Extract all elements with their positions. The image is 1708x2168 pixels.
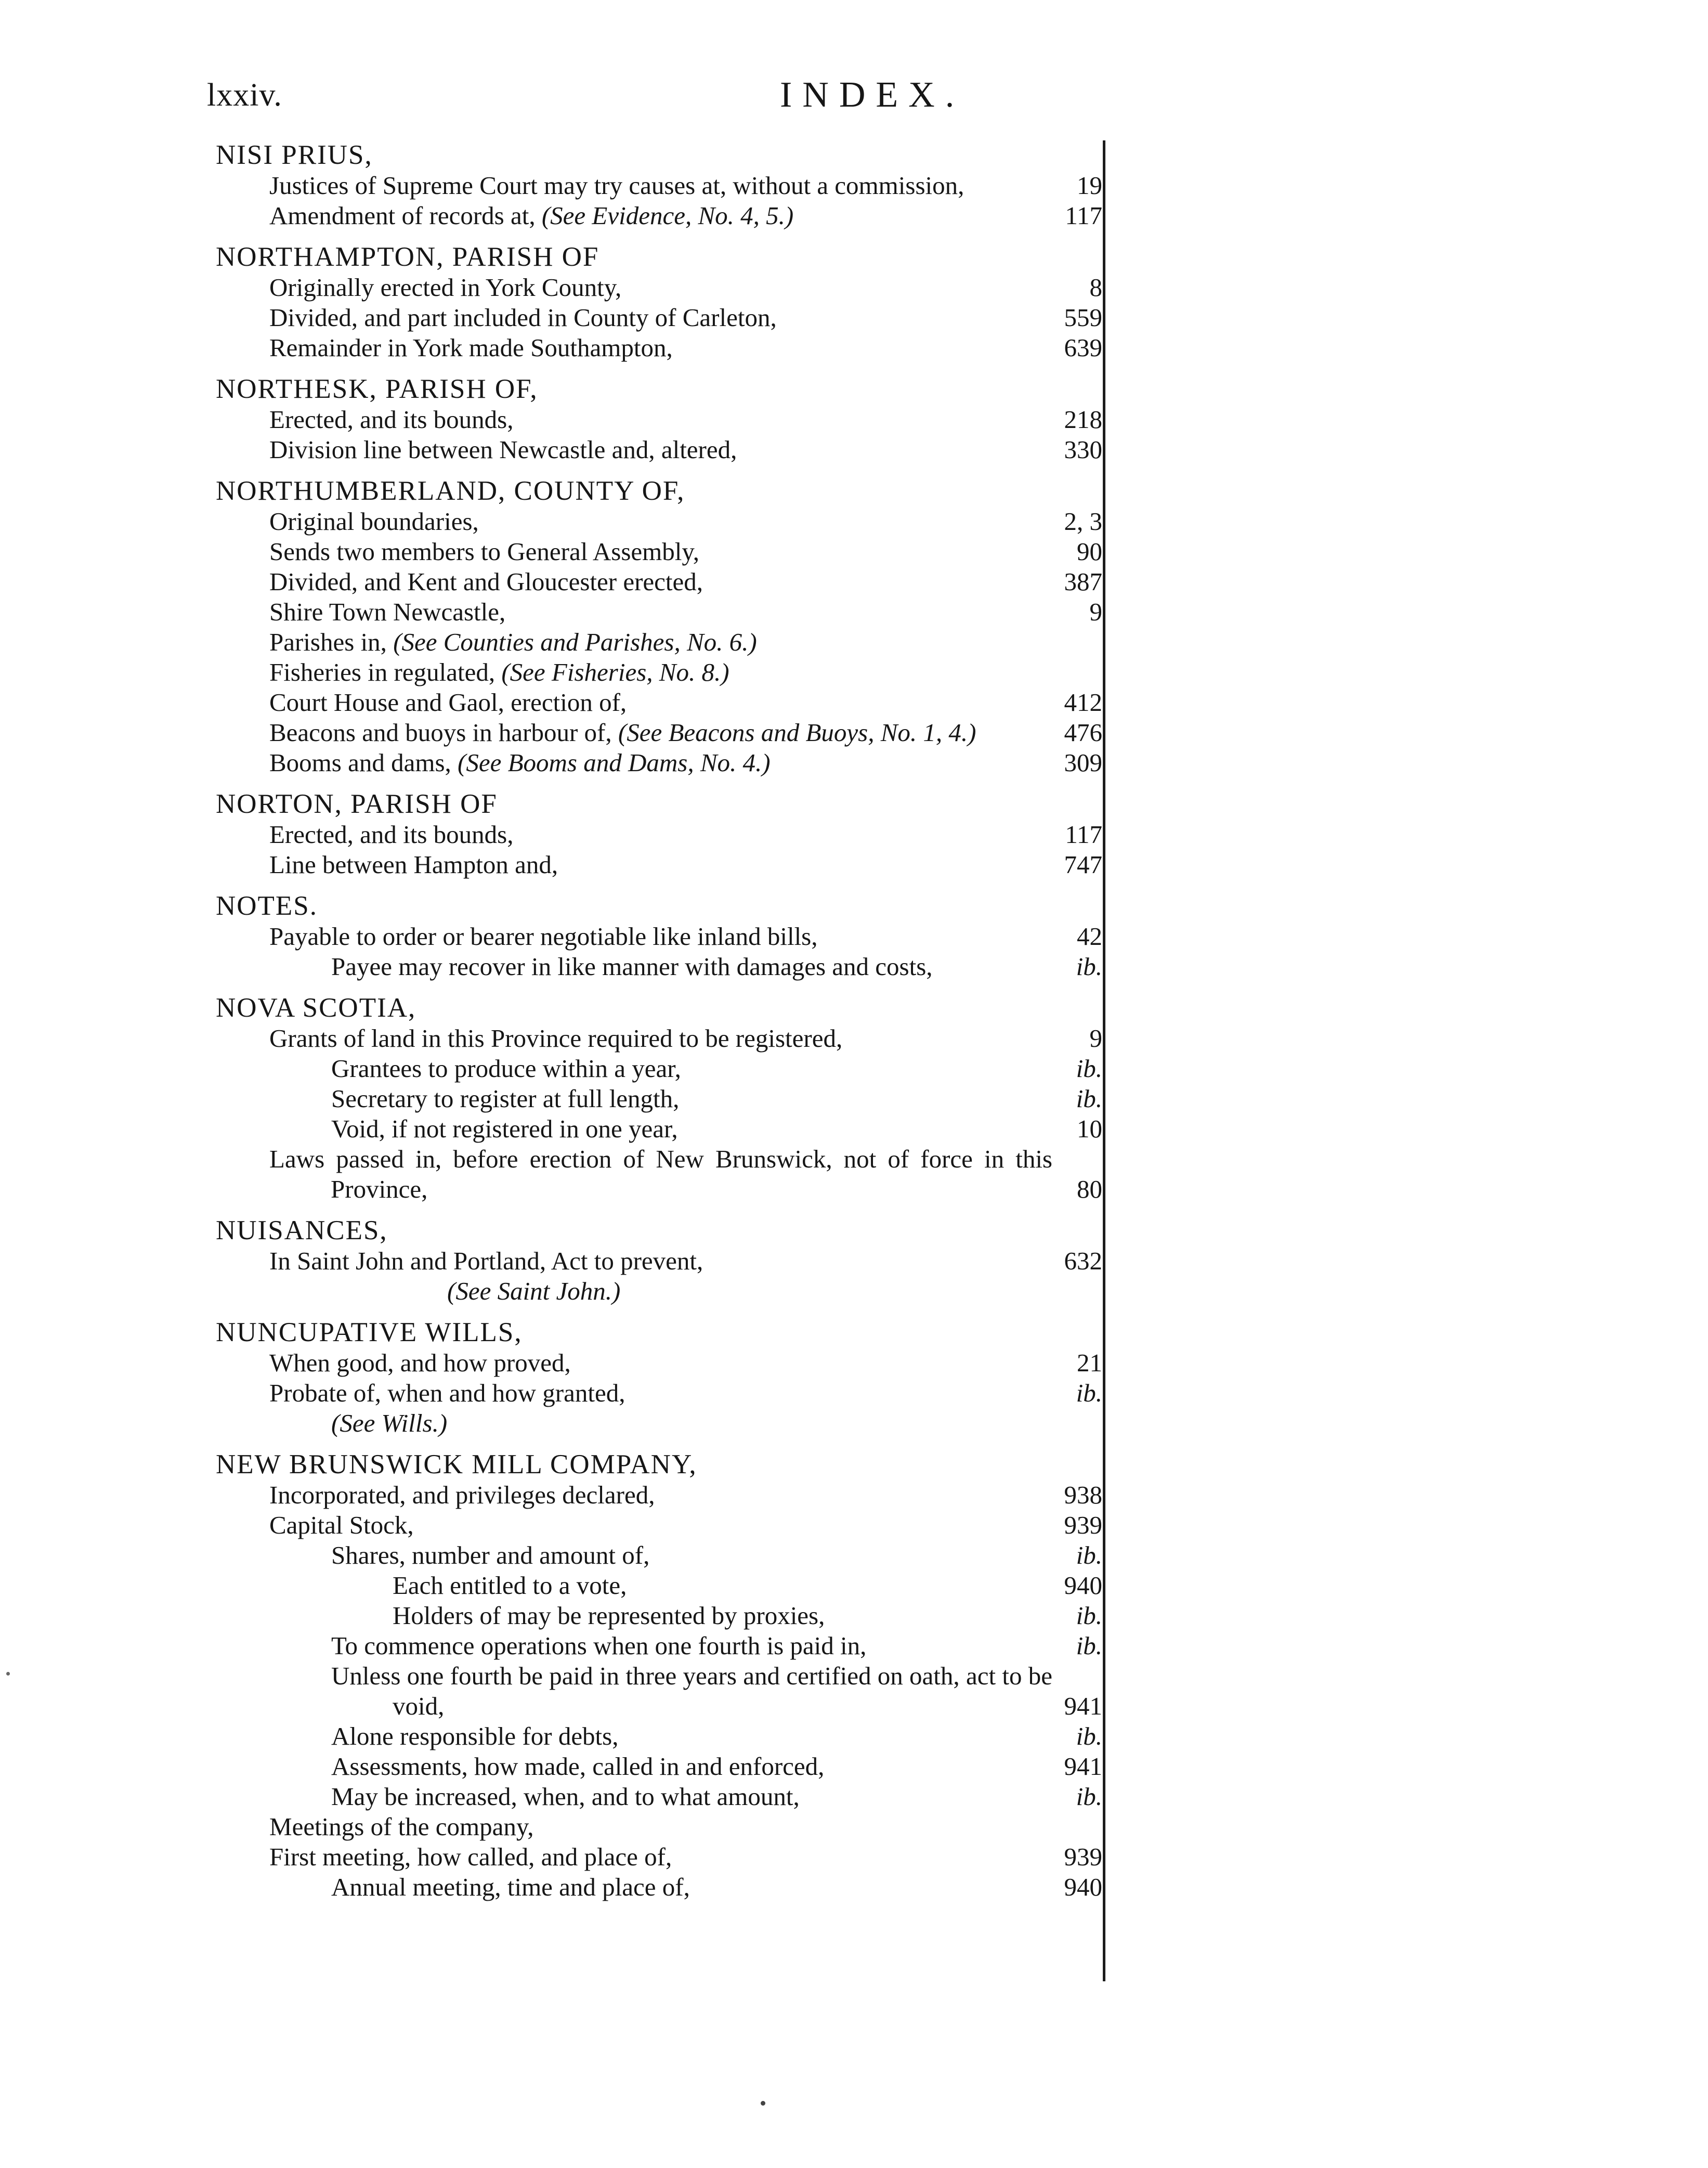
entry-subitem bbox=[216, 1631, 1102, 1661]
subitem-text bbox=[269, 1144, 1052, 1204]
entry-heading: NORTHESK, PARISH OF, bbox=[216, 374, 538, 404]
entry-subitem bbox=[216, 1751, 1102, 1782]
entry-heading: NORTON, PARISH OF bbox=[216, 789, 498, 819]
subitem-text bbox=[269, 718, 1052, 748]
entry-heading: NUISANCES, bbox=[216, 1215, 388, 1245]
entry-subitem bbox=[216, 435, 1102, 465]
page-reference: ib. bbox=[1076, 1541, 1102, 1569]
subitem-text bbox=[331, 1114, 1052, 1144]
subitem-text bbox=[269, 537, 1052, 567]
entry-subitem bbox=[216, 507, 1102, 537]
entry-subitem bbox=[216, 1480, 1102, 1510]
page-reference: 387 bbox=[1064, 567, 1102, 596]
page-reference: 632 bbox=[1064, 1247, 1102, 1275]
page-number: lxxiv. bbox=[207, 77, 282, 113]
entry-subitem bbox=[216, 820, 1102, 850]
entry-heading: NOTES. bbox=[216, 891, 318, 921]
page-reference: 90 bbox=[1077, 537, 1102, 566]
page-reference: 42 bbox=[1077, 922, 1102, 951]
subitem-description: Booms and dams, bbox=[269, 748, 451, 777]
subitem-text bbox=[269, 567, 1052, 597]
subitem-description: Payable to order or bearer negotiable like inland bills, bbox=[269, 922, 818, 951]
subitem-description: Court House and Gaol, erection of, bbox=[269, 688, 627, 717]
page-reference: ib. bbox=[1076, 1054, 1102, 1083]
subitem-text bbox=[269, 1812, 1052, 1842]
entry-heading: NEW BRUNSWICK MILL COMPANY, bbox=[216, 1449, 697, 1479]
subitem-text bbox=[269, 171, 1052, 201]
subitem-description: May be increased, when, and to what amount, bbox=[331, 1782, 800, 1811]
subitem-text bbox=[269, 657, 1052, 687]
entry-subitem bbox=[216, 1721, 1102, 1751]
page-reference: 938 bbox=[1064, 1481, 1102, 1509]
entry-subitem bbox=[216, 1023, 1102, 1054]
subitem-description: Division line between Newcastle and, altered, bbox=[269, 435, 737, 464]
subitem-text bbox=[331, 1631, 1052, 1661]
entry-subitem bbox=[216, 748, 1102, 778]
page-reference: 747 bbox=[1064, 850, 1102, 879]
subitem-description: Grants of land in this Province required to be registered, bbox=[269, 1024, 843, 1053]
cross-reference: (See Evidence, No. 4, 5.) bbox=[541, 201, 794, 230]
page-reference: 309 bbox=[1064, 748, 1102, 777]
subitem-description: Shares, number and amount of, bbox=[331, 1541, 650, 1569]
entry-subitem bbox=[216, 405, 1102, 435]
index-entry bbox=[216, 992, 1102, 1204]
page-reference: 939 bbox=[1064, 1511, 1102, 1539]
index-entry bbox=[216, 241, 1102, 363]
cross-reference: (See Beacons and Buoys, No. 1, 4.) bbox=[618, 718, 976, 747]
entry-subitem bbox=[216, 1782, 1102, 1812]
subitem-text bbox=[331, 1084, 1052, 1114]
page-reference: 412 bbox=[1064, 688, 1102, 717]
index-entry bbox=[216, 139, 1102, 231]
subitem-text bbox=[269, 1510, 1052, 1540]
subitem-description: Incorporated, and privileges declared, bbox=[269, 1481, 655, 1509]
subitem-description: Parishes in, bbox=[269, 628, 387, 656]
entry-subitem bbox=[216, 567, 1102, 597]
subitem-description: Each entitled to a vote, bbox=[393, 1571, 627, 1600]
index-entry bbox=[216, 788, 1102, 880]
bottom-speck bbox=[761, 2101, 765, 2106]
subitem-description: Secretary to register at full length, bbox=[331, 1084, 680, 1113]
entry-subitem bbox=[216, 1661, 1102, 1721]
page-reference: 19 bbox=[1077, 171, 1102, 200]
entry-subitem bbox=[216, 1540, 1102, 1570]
subitem-description: Erected, and its bounds, bbox=[269, 820, 514, 849]
entry-heading: NOVA SCOTIA, bbox=[216, 993, 416, 1023]
entry-subitem bbox=[216, 850, 1102, 880]
subitem-text bbox=[269, 333, 1052, 363]
page-reference: ib. bbox=[1076, 1084, 1102, 1113]
subitem-text bbox=[331, 1721, 1052, 1751]
subitem-description: When good, and how proved, bbox=[269, 1348, 571, 1377]
entry-subitem bbox=[216, 597, 1102, 627]
entry-subitem bbox=[216, 687, 1102, 718]
entry-subitem bbox=[216, 1378, 1102, 1408]
entry-subitem bbox=[216, 333, 1102, 363]
page-reference: 117 bbox=[1065, 201, 1102, 230]
subitem-text bbox=[269, 921, 1052, 952]
page-reference: 117 bbox=[1065, 820, 1102, 849]
see-also-reference: (See Saint John.) bbox=[447, 1277, 621, 1305]
entry-subitem bbox=[216, 171, 1102, 201]
subitem-text bbox=[269, 627, 1052, 657]
entry-subitem bbox=[216, 1348, 1102, 1378]
subitem-description: Grantees to produce within a year, bbox=[331, 1054, 681, 1083]
page-reference: 8 bbox=[1089, 273, 1102, 302]
subitem-text bbox=[269, 507, 1052, 537]
subitem-text bbox=[331, 1872, 1052, 1902]
cross-reference: (See Fisheries, No. 8.) bbox=[501, 658, 729, 686]
entry-subitem bbox=[216, 718, 1102, 748]
page-reference: 939 bbox=[1064, 1842, 1102, 1871]
page-reference: ib. bbox=[1076, 1782, 1102, 1811]
subitem-description: Laws passed in, before erection of New Brunswick, not of force in this Province, bbox=[269, 1145, 1052, 1203]
subitem-description: Divided, and part included in County of Carleton, bbox=[269, 303, 777, 332]
index-entry bbox=[216, 373, 1102, 465]
subitem-text bbox=[331, 952, 1052, 982]
subitem-description: Annual meeting, time and place of, bbox=[331, 1873, 690, 1901]
subitem-text bbox=[331, 1661, 1052, 1721]
entry-subitem bbox=[216, 1144, 1102, 1204]
subitem-text bbox=[269, 748, 1052, 778]
page-reference: 476 bbox=[1064, 718, 1102, 747]
page-reference: 559 bbox=[1064, 303, 1102, 332]
index-entry bbox=[216, 1449, 1102, 1902]
entry-subitem bbox=[216, 657, 1102, 687]
index-entry bbox=[216, 890, 1102, 982]
subitem-description: Divided, and Kent and Gloucester erected, bbox=[269, 567, 703, 596]
page-number-column-rule bbox=[1103, 140, 1105, 1981]
subitem-description: Original boundaries, bbox=[269, 507, 479, 536]
page-reference: ib. bbox=[1076, 1722, 1102, 1750]
subitem-description: Shire Town Newcastle, bbox=[269, 598, 506, 626]
page-reference: 941 bbox=[1064, 1692, 1102, 1720]
entry-subitem bbox=[216, 1812, 1102, 1842]
entry-subitem bbox=[216, 1114, 1102, 1144]
subitem-description: Assessments, how made, called in and enforced, bbox=[331, 1752, 825, 1781]
subitem-text bbox=[331, 1751, 1052, 1782]
index-entry bbox=[216, 475, 1102, 778]
subitem-description: Payee may recover in like manner with damages and costs, bbox=[331, 952, 933, 981]
page-reference: ib. bbox=[1076, 1601, 1102, 1630]
subitem-description: Fisheries in regulated, bbox=[269, 658, 496, 686]
subitem-text bbox=[331, 1540, 1052, 1570]
entry-subitem bbox=[216, 921, 1102, 952]
subitem-text bbox=[269, 1480, 1052, 1510]
subitem-text bbox=[269, 201, 1052, 231]
subitem-description: First meeting, how called, and place of, bbox=[269, 1842, 672, 1871]
page-reference: 21 bbox=[1077, 1348, 1102, 1377]
subitem-description: Probate of, when and how granted, bbox=[269, 1379, 625, 1407]
subitem-text bbox=[269, 303, 1052, 333]
subitem-text bbox=[269, 272, 1052, 303]
entry-subitem bbox=[216, 1054, 1102, 1084]
page-reference: 80 bbox=[1077, 1175, 1102, 1203]
subitem-text bbox=[269, 1348, 1052, 1378]
subitem-description: Capital Stock, bbox=[269, 1511, 414, 1539]
subitem-text bbox=[269, 1842, 1052, 1872]
subitem-description: Void, if not registered in one year, bbox=[331, 1114, 678, 1143]
subitem-description: To commence operations when one fourth is paid in, bbox=[331, 1631, 867, 1660]
entry-subitem bbox=[216, 1510, 1102, 1540]
subitem-text bbox=[331, 1782, 1052, 1812]
entry-heading: NORTHAMPTON, PARISH OF bbox=[216, 242, 599, 272]
entry-subitem bbox=[216, 1842, 1102, 1872]
page-title: INDEX. bbox=[780, 75, 965, 115]
page-reference: 218 bbox=[1064, 405, 1102, 434]
subitem-text bbox=[331, 1054, 1052, 1084]
subitem-text bbox=[269, 1023, 1052, 1054]
subitem-description: Holders of may be represented by proxies, bbox=[393, 1601, 825, 1630]
subitem-text bbox=[269, 850, 1052, 880]
page-reference: 940 bbox=[1064, 1873, 1102, 1901]
page-reference: 2, 3 bbox=[1064, 507, 1102, 536]
page-reference: 9 bbox=[1089, 598, 1102, 626]
subitem-text bbox=[269, 435, 1052, 465]
subitem-description: Alone responsible for debts, bbox=[331, 1722, 619, 1750]
subitem-description: Sends two members to General Assembly, bbox=[269, 537, 699, 566]
subitem-text bbox=[269, 597, 1052, 627]
entry-subitem bbox=[216, 1084, 1102, 1114]
subitem-description: Remainder in York made Southampton, bbox=[269, 333, 673, 362]
subitem-text bbox=[269, 405, 1052, 435]
page-reference: 10 bbox=[1077, 1114, 1102, 1143]
cross-reference: (See Booms and Dams, No. 4.) bbox=[458, 748, 771, 777]
see-also-reference: (See Wills.) bbox=[331, 1409, 448, 1437]
entry-subitem bbox=[216, 537, 1102, 567]
entry-subitem bbox=[216, 1246, 1102, 1276]
subitem-description: Amendment of records at, bbox=[269, 201, 536, 230]
subitem-description: Justices of Supreme Court may try causes at, without a commission, bbox=[269, 171, 964, 200]
entry-subitem bbox=[216, 1872, 1102, 1902]
entry-heading: NISI PRIUS, bbox=[216, 140, 373, 170]
subitem-text bbox=[269, 1246, 1052, 1276]
entry-heading: NUNCUPATIVE WILLS, bbox=[216, 1317, 523, 1347]
entry-subitem bbox=[216, 201, 1102, 231]
subitem-description: Erected, and its bounds, bbox=[269, 405, 514, 434]
margin-speck bbox=[6, 1672, 10, 1676]
subitem-text bbox=[393, 1601, 1052, 1631]
subitem-description: Originally erected in York County, bbox=[269, 273, 622, 302]
page-reference: ib. bbox=[1076, 1379, 1102, 1407]
index-entry bbox=[216, 1215, 1102, 1306]
page-reference: 9 bbox=[1089, 1024, 1102, 1053]
page-reference: 639 bbox=[1064, 333, 1102, 362]
cross-reference: (See Counties and Parishes, No. 6.) bbox=[393, 628, 757, 656]
entry-heading: NORTHUMBERLAND, COUNTY OF, bbox=[216, 476, 685, 506]
entry-subitem bbox=[216, 627, 1102, 657]
subitem-text bbox=[393, 1570, 1052, 1601]
subitem-description: Unless one fourth be paid in three years and certified on oath, act to be void, bbox=[331, 1661, 1052, 1720]
page-reference: ib. bbox=[1076, 1631, 1102, 1660]
entry-subitem bbox=[216, 1601, 1102, 1631]
subitem-description: Meetings of the company, bbox=[269, 1812, 534, 1841]
page-reference: 940 bbox=[1064, 1571, 1102, 1600]
page-reference: ib. bbox=[1076, 952, 1102, 981]
subitem-description: Line between Hampton and, bbox=[269, 850, 558, 879]
subitem-text bbox=[269, 820, 1052, 850]
index-entry bbox=[216, 1317, 1102, 1438]
index-body bbox=[216, 139, 1102, 1913]
subitem-description: Beacons and buoys in harbour of, bbox=[269, 718, 612, 747]
subitem-text bbox=[269, 1378, 1052, 1408]
subitem-text bbox=[269, 687, 1052, 718]
entry-subitem bbox=[216, 1570, 1102, 1601]
page-reference: 330 bbox=[1064, 435, 1102, 464]
page-reference: 941 bbox=[1064, 1752, 1102, 1781]
entry-subitem bbox=[216, 303, 1102, 333]
entry-subitem bbox=[216, 272, 1102, 303]
subitem-description: In Saint John and Portland, Act to prevent, bbox=[269, 1247, 703, 1275]
entry-subitem bbox=[216, 952, 1102, 982]
